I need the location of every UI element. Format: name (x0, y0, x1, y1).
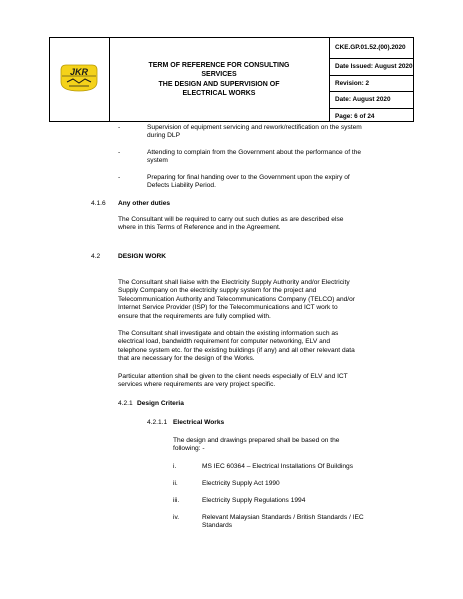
bullet-item (147, 124, 393, 141)
section-heading: Any other duties (118, 200, 171, 207)
title-line: ELECTRICAL WORKS (182, 90, 256, 97)
paragraph-line: where in this Terms of Reference and in the Agreement. (118, 224, 281, 232)
list-roman: iii. (173, 497, 180, 504)
date-issued: Date Issued: August 2020 (330, 59, 413, 76)
logo-cell (50, 38, 110, 121)
paragraph-line: The Consultant shall liaise with the Electricity Supply Authority and/or Electricity (118, 279, 350, 286)
paragraph (118, 373, 396, 390)
subsection-heading: Design Criteria (137, 400, 184, 407)
bullet-marker: - (118, 124, 121, 131)
bullet-marker: - (118, 174, 121, 181)
list-item-line: Standards (202, 522, 233, 530)
paragraph (173, 437, 395, 454)
paragraph-line: electrical load, bandwidth requirement for computer networking, ELV and (118, 338, 331, 346)
paragraph (118, 279, 396, 321)
paragraph-line: The Consultant will be required to carry out such duties as are described else (118, 216, 344, 223)
section-number: 4.2 (91, 253, 101, 260)
bullet-line: during DLP (147, 132, 180, 140)
bullet-item (147, 174, 393, 191)
title-line: THE DESIGN AND SUPERVISION OF (158, 80, 280, 88)
paragraph-line: services where requirements are very project specific. (118, 381, 276, 389)
title-line: TERM OF REFERENCE FOR CONSULTING (148, 61, 290, 69)
subsection-heading: Electrical Works (173, 419, 225, 426)
paragraph-line: The Consultant shall investigate and obtain the existing information such as (118, 330, 339, 337)
title-line: SERVICES (201, 71, 237, 78)
page-number: Page: 6 of 24 (335, 112, 375, 120)
bullet-line: system (147, 157, 168, 165)
paragraph-line: Supply Company on the electricity supply system for the project and (118, 287, 317, 295)
paragraph-line: Particular attention shall be given to the client needs especially of ELV and ICT (118, 373, 348, 380)
jkr-logo-icon (59, 64, 99, 92)
revision: Revision: 2 (330, 76, 413, 93)
bullet-marker: - (118, 149, 121, 156)
paragraph-line: telephone system etc. for the existing buildings (if any) and all other relevant data (118, 346, 355, 354)
list-item: MS IEC 60364 – Electrical Installations Of Buildings (202, 463, 353, 470)
list-roman: i. (173, 463, 177, 470)
document-meta (330, 38, 413, 121)
bullet-line: Attending to complain from the Government about the performance of the (147, 149, 362, 156)
paragraph-line: following: - (173, 445, 205, 453)
bullet-line: Supervision of equipment servicing and rework/rectification on the system (147, 124, 362, 131)
list-roman: iv. (173, 514, 180, 521)
list-item: Electricity Supply Regulations 1994 (202, 497, 306, 504)
section-number: 4.1.6 (91, 200, 106, 207)
subsection-number: 4.2.1 (118, 400, 133, 407)
list-roman: ii. (173, 480, 178, 487)
paragraph-line: Internet Service Provider (ISP) for the Telecommunications and ICT work to (118, 304, 338, 312)
paragraph-line: ensure that the requirements are fully complied with. (118, 312, 271, 320)
subsection-number: 4.2.1.1 (147, 419, 168, 426)
bullet-item (147, 149, 393, 166)
document-header (49, 37, 414, 122)
document-title (109, 38, 330, 121)
section-heading: DESIGN WORK (118, 253, 166, 260)
paragraph (118, 330, 396, 364)
paragraph-line: that are necessary for the design of the Works. (118, 355, 255, 363)
doc-code: CKE.GP.01.52.(00).2020 (330, 38, 413, 59)
svg-text:JKR: JKR (69, 67, 89, 77)
paragraph-line: Telecommunication Authority and Telecommunications Company (TELCO) and/or (118, 295, 355, 303)
date: Date: August 2020 (330, 92, 413, 109)
paragraph-line: The design and drawings prepared shall be based on the (173, 437, 340, 444)
list-item (202, 514, 396, 531)
list-item-line: Relevant Malaysian Standards / British Standards / IEC (202, 514, 364, 521)
bullet-line: Defects Liability Period. (147, 182, 216, 190)
bullet-line: Preparing for final handing over to the Government upon the expiry of (147, 174, 350, 181)
list-item: Electricity Supply Act 1990 (202, 480, 280, 487)
paragraph (118, 216, 394, 233)
